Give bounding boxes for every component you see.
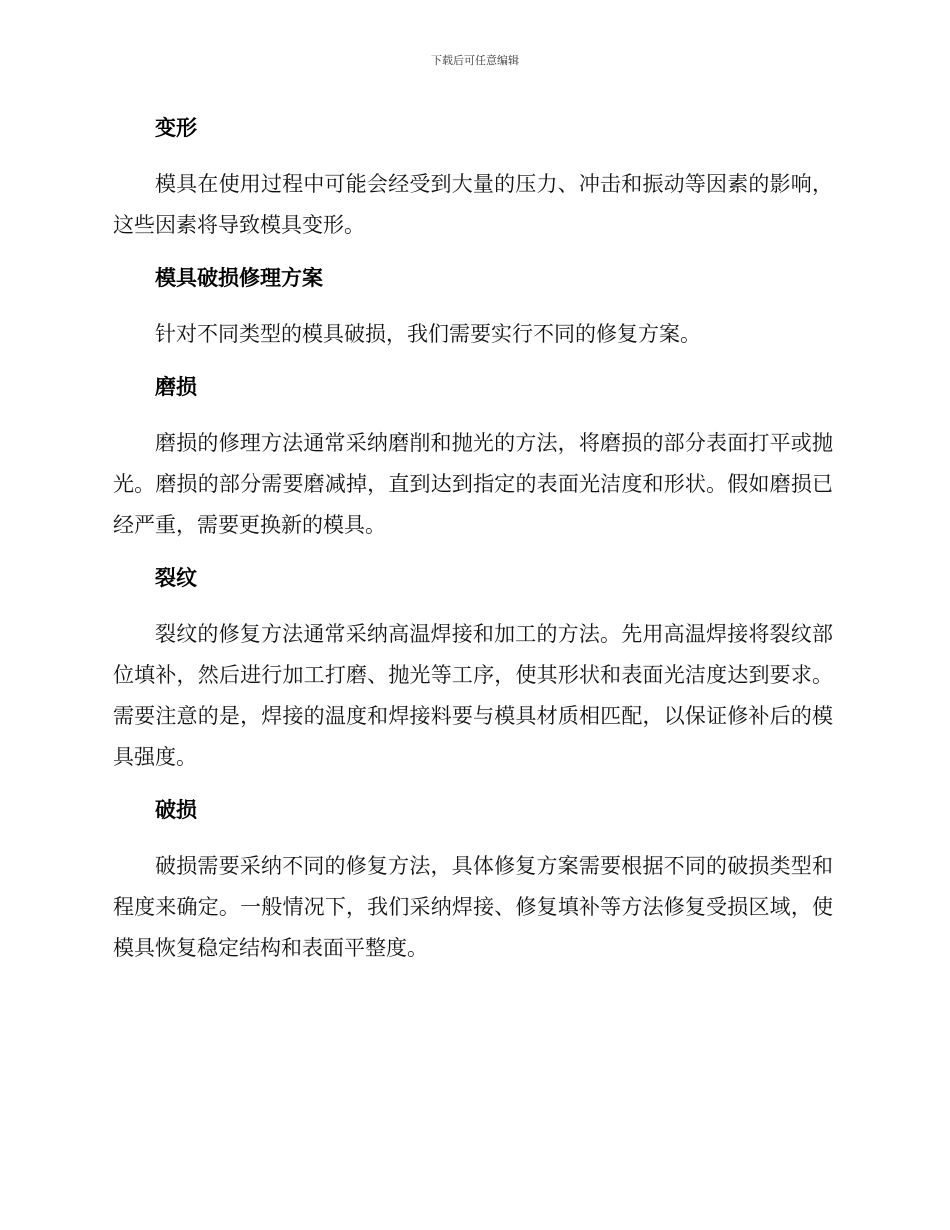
page-header: 下载后可任意编辑	[431, 54, 519, 67]
document-body	[113, 108, 833, 969]
section-heading-deformation: 变形	[155, 116, 197, 140]
section-heading-crack: 裂纹	[155, 566, 197, 590]
section-paragraph-crack: 裂纹的修复方法通常采纳高温焊接和加工的方法。先用高温焊接将裂纹部位填补，然后进行加工打磨、抛光等工序，使其形状和表面光洁度达到要求。需要注意的是，焊接的温度和焊接料要与模具材质相匹配，以保证修补后的模具强度。	[113, 622, 833, 769]
section-heading-wear: 磨损	[155, 375, 197, 399]
section-paragraph-repair-plan: 针对不同类型的模具破损，我们需要实行不同的修复方案。	[155, 322, 701, 346]
section-paragraph-deformation: 模具在使用过程中可能会经受到大量的压力、冲击和振动等因素的影响，这些因素将导致模具变形。	[113, 172, 833, 237]
section-paragraph-wear: 磨损的修理方法通常采纳磨削和抛光的方法，将磨损的部分表面打平或抛光。磨损的部分需要磨减掉，直到达到指定的表面光洁度和形状。假如磨损已经严重，需要更换新的模具。	[113, 431, 833, 537]
section-heading-breakage: 破损	[155, 798, 197, 822]
section-heading-repair-plan: 模具破损修理方案	[155, 266, 323, 290]
section-paragraph-breakage: 破损需要采纳不同的修复方法，具体修复方案需要根据不同的破损类型和程度来确定。一般情况下，我们采纳焊接、修复填补等方法修复受损区域，使模具恢复稳定结构和表面平整度。	[113, 854, 833, 960]
